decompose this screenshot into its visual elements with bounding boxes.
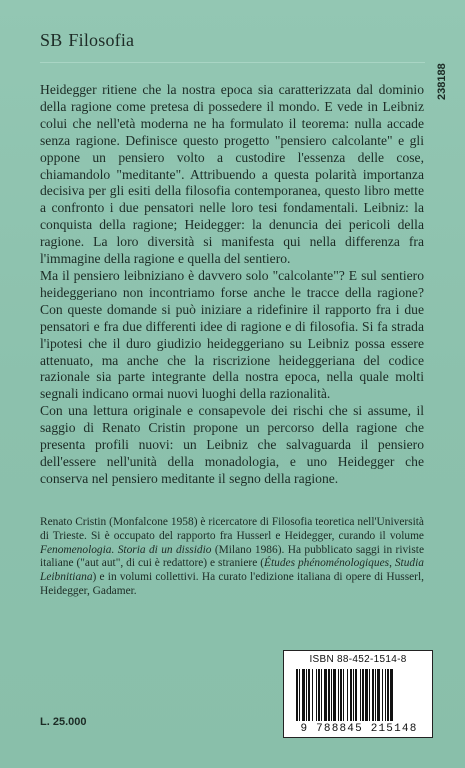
barcode-bar bbox=[387, 669, 389, 721]
ean-number: 9 788845 215148 bbox=[300, 723, 418, 735]
barcode-bar bbox=[343, 669, 344, 721]
bio-text: (Milano 1986). Ha pubblicato saggi in riviste italiane ("aut aut", di cui è redattore) e straniere ( bbox=[40, 543, 424, 570]
bio-journal-title: Studia Leibnitiana bbox=[40, 557, 424, 584]
inventory-stamp: 238188 bbox=[436, 63, 448, 100]
bio-book-title: Fenomenologia. Storia di un dissidio bbox=[40, 543, 212, 556]
barcode-bar bbox=[360, 669, 361, 721]
barcode-bar bbox=[302, 669, 305, 721]
barcode-bar bbox=[353, 669, 354, 721]
barcode-bar bbox=[377, 669, 380, 721]
barcode-bar bbox=[328, 669, 330, 721]
series-name: Filosofia bbox=[68, 30, 135, 50]
barcode-bar bbox=[324, 669, 327, 721]
bio-text: , bbox=[389, 557, 395, 570]
barcode-bar bbox=[362, 669, 364, 721]
barcode-label bbox=[283, 650, 433, 738]
author-bio bbox=[40, 516, 424, 599]
barcode-bar bbox=[365, 669, 368, 721]
barcode-bar bbox=[369, 669, 370, 721]
barcode-bar bbox=[350, 669, 352, 721]
barcode-bar bbox=[321, 669, 322, 721]
barcode-bar bbox=[318, 669, 320, 721]
isbn-number: ISBN 88-452-1514-8 bbox=[309, 654, 407, 665]
bio-journal-title: Études phénoménologiques bbox=[264, 557, 390, 570]
series-divider bbox=[40, 62, 425, 63]
barcode-bar bbox=[390, 669, 393, 721]
barcode-bar bbox=[347, 669, 348, 721]
price-label: L. 25.000 bbox=[40, 716, 87, 728]
barcode-bar bbox=[382, 669, 383, 721]
barcode-bar bbox=[385, 669, 386, 721]
barcode-bar bbox=[375, 669, 376, 721]
barcode-bar bbox=[372, 669, 374, 721]
barcode-bar bbox=[355, 669, 357, 721]
barcode-bar bbox=[331, 669, 332, 721]
barcode-bar bbox=[312, 669, 313, 721]
barcode-bar bbox=[296, 669, 298, 721]
barcode-bar bbox=[338, 669, 339, 721]
barcode-bar bbox=[299, 669, 300, 721]
blurb-paragraph: Con una lettura originale e consapevole dei rischi che si assume, il saggio di Renato Cristin propone un percorso della ragione che presenta profili nuovi: un Leibniz che salvaguarda il pensiero dell'essere nell'unità della monadologia, e uno Heidegger che conserva nel pensiero meditante il segno della ragione. bbox=[40, 403, 424, 486]
barcode-bar bbox=[333, 669, 336, 721]
blurb-paragraph: Heidegger ritiene che la nostra epoca sia caratterizzata dal dominio della ragione come pretesa di possedere il mondo. E vede in Leibniz colui che nell'età moderna ne ha formulato il teorema: nulla accade senza ragione. Definisce questo progetto "pensiero calcolante" e gli oppone un pensiero volto a custodire l'essenza delle cose, chiamandolo "meditante". Attribuendo a questa polarità importanza decisiva per gli esiti della filosofia contemporanea, questo libro mette a confronto i due pensatori nelle loro tesi fondamentali. Leibniz: la conquista della ragione; Heidegger: la denuncia dei pericoli della ragione. La loro diversità si manifesta qui nella differenza fra l'immagine della ragione e quella del sentiero. bbox=[40, 82, 424, 267]
bio-text: Renato Cristin (Monfalcone 1958) è ricercatore di Filosofia teoretica nell'Università di Trieste. Si è occupato del rapporto fra Husserl e Heidegger, curando il volume bbox=[40, 516, 424, 542]
blurb-paragraph: Ma il pensiero leibniziano è davvero solo "calcolante"? E sul sentiero heideggeriano non incontriamo forse anche le tracce della ragione? Con queste domande si può iniziare a ridefinire il rapporto fra i due pensatori e fra due differenti idee di ragione e di filosofia. Si fa strada l'ipotesi che il duro giudizio heideggeriano su Leibniz possa essere attenuato, ma anche che la riscrizione heideggeriana del codice razionale sia parte integrante della nostra epoca, nella quale molti segnali indicano ormai nuovi luoghi della razionalità. bbox=[40, 267, 424, 402]
barcode-bar bbox=[316, 669, 317, 721]
barcode-bar bbox=[340, 669, 342, 721]
author-bio-text bbox=[40, 516, 424, 599]
barcode-bars bbox=[296, 669, 424, 721]
book-blurb bbox=[40, 82, 424, 488]
barcode-bar bbox=[306, 669, 307, 721]
bio-text: ) e in volumi collettivi. Ha curato l'edizione italiana di opere di Husserl, Heidegger, Gadamer. bbox=[40, 571, 424, 597]
series-prefix: SB bbox=[40, 30, 63, 50]
series-header bbox=[40, 30, 134, 51]
barcode-bar bbox=[308, 669, 310, 721]
